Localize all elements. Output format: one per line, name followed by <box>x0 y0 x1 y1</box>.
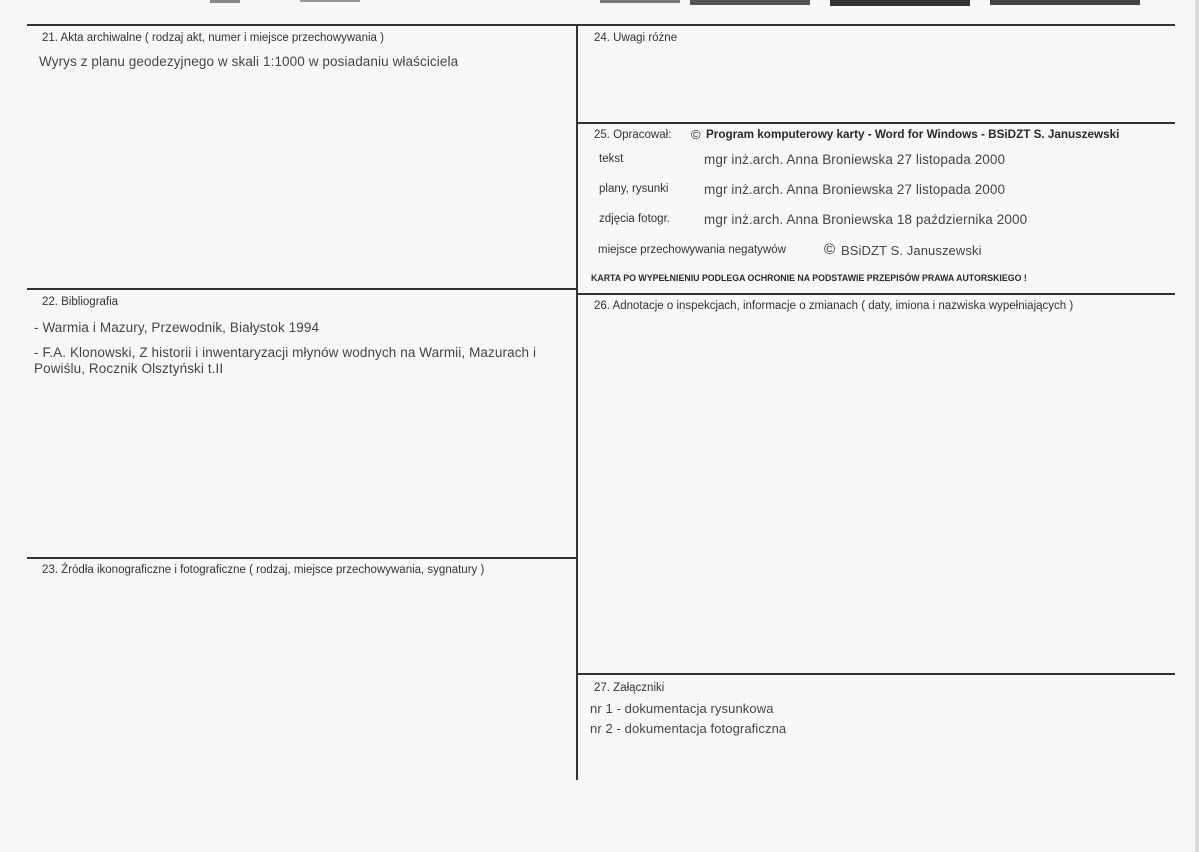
scan-right-edge <box>1195 0 1199 852</box>
s25-program: Program komputerowy karty - Word for Windows - BSiDZT S. Januszewski <box>706 128 1120 141</box>
center-divider-line <box>576 24 578 780</box>
copyright-icon-negatives: © <box>824 241 836 258</box>
s25-title: 25. Opracował: <box>594 129 672 141</box>
s22-title: 22. Bibliografia <box>42 296 119 308</box>
s25-row-value-2: mgr inż.arch. Anna Broniewska 27 listopada 2000 <box>704 182 1006 197</box>
scan-edge-marks <box>0 0 1199 10</box>
s24-title: 24. Uwagi różne <box>594 32 678 44</box>
s22-item-1: - Warmia i Mazury, Przewodnik, Białystok 1994 <box>34 320 320 335</box>
s25-bottom-line <box>576 293 1175 295</box>
s22-bottom-line <box>27 557 577 559</box>
s27-item-1: nr 1 - dokumentacja rysunkowa <box>590 701 774 716</box>
s25-row-label-2: plany, rysunki <box>599 183 669 195</box>
s25-row-label-3: zdjęcia fotogr. <box>599 213 670 225</box>
s21-title: 21. Akta archiwalne ( rodzaj akt, numer i miejsce przechowywania ) <box>42 32 384 44</box>
s25-negatives-value: BSiDZT S. Januszewski <box>841 243 982 258</box>
s25-row-label-1: tekst <box>599 153 624 165</box>
s25-copyright-notice: KARTA PO WYPEŁNIENIU PODLEGA OCHRONIE NA PODSTAWIE PRZEPISÓW PRAWA AUTORSKIEGO ! <box>591 273 1027 283</box>
s27-title: 27. Załączniki <box>594 682 665 694</box>
s22-item-2: - F.A. Klonowski, Z historii i inwentaryzacji młynów wodnych na Warmii, Mazurach i <box>34 345 537 360</box>
s22-item-2-cont: Powiślu, Rocznik Olsztyński t.II <box>34 361 224 376</box>
s21-bottom-line <box>27 288 577 290</box>
s26-title: 26. Adnotacje o inspekcjach, informacje o zmianach ( daty, imiona i nazwiska wypełniających ) <box>594 300 1074 312</box>
s25-row-value-1: mgr inż.arch. Anna Broniewska 27 listopada 2000 <box>704 152 1006 167</box>
copyright-icon: © <box>691 127 701 142</box>
s25-negatives-label: miejsce przechowywania negatywów <box>598 244 786 256</box>
s27-item-2: nr 2 - dokumentacja fotograficzna <box>590 721 787 736</box>
s24-bottom-line <box>576 122 1175 124</box>
s26-bottom-line <box>576 673 1175 675</box>
s21-content: Wyrys z planu geodezyjnego w skali 1:1000 w posiadaniu właściciela <box>39 54 459 69</box>
s23-title: 23. Źródła ikonograficzne i fotograficzne ( rodzaj, miejsce przechowywania, sygnatury ) <box>42 564 485 576</box>
s25-row-value-3: mgr inż.arch. Anna Broniewska 18 października 2000 <box>704 212 1028 227</box>
top-border-line <box>27 24 1175 26</box>
